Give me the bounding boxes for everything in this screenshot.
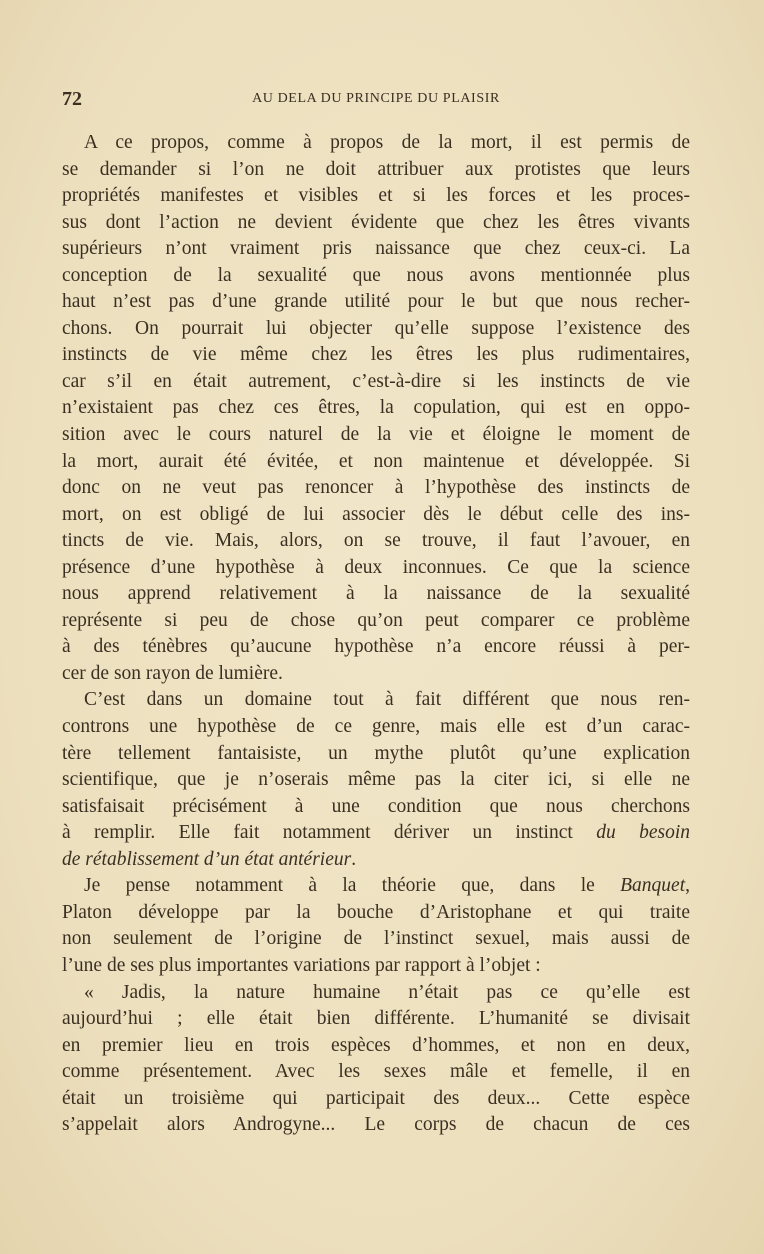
text-line	[62, 1006, 690, 1033]
text-line	[62, 555, 690, 582]
text-line	[62, 369, 690, 396]
text-segment: l’une de ses plus importantes variations par rapport à l’objet :	[62, 954, 541, 976]
text-segment: Je pense notamment à la théorie que, dans le	[84, 875, 621, 897]
text-line	[62, 449, 690, 476]
text-line	[62, 820, 690, 847]
text-line	[62, 183, 690, 210]
text-segment: comme présentement. Avec les sexes mâle et femelle, il en	[62, 1061, 690, 1083]
text-segment: car s’il en était autrement, c’est-à-dire si les instincts de vie	[62, 370, 690, 392]
text-line	[62, 1033, 690, 1060]
text-line	[62, 528, 690, 555]
text-segment: à remplir. Elle fait notamment dériver un instinct	[62, 822, 597, 844]
text-segment: présence d’une hypothèse à deux inconnues. Ce que la science	[62, 556, 690, 578]
text-line	[62, 1112, 690, 1139]
running-title: AU DELA DU PRINCIPE DU PLAISIR	[252, 91, 500, 106]
text-segment: sus dont l’action ne devient évidente que chez les êtres vivants	[62, 211, 690, 233]
text-line	[62, 342, 690, 369]
text-segment: non seulement de l’origine de l’instinct sexuel, mais aussi de	[62, 928, 690, 950]
text-segment: nous apprend relativement à la naissance de la sexualité	[62, 583, 690, 605]
text-segment: n’existaient pas chez ces êtres, la copulation, qui est en oppo-	[62, 397, 690, 419]
text-segment: tère tellement fantaisiste, un mythe plutôt qu’une explication	[62, 742, 690, 764]
text-line	[62, 714, 690, 741]
text-line	[62, 741, 690, 768]
text-line	[62, 953, 690, 980]
page-header	[62, 88, 690, 110]
page-number: 72	[62, 88, 82, 110]
text-segment: tincts de vie. Mais, alors, on se trouve, il faut l’avouer, en	[62, 530, 690, 552]
text-segment: A ce propos, comme à propos de la mort, il est permis de	[84, 132, 690, 153]
text-segment: était un troisième qui participait des deux... Cette espèce	[62, 1087, 690, 1109]
text-line	[62, 926, 690, 953]
text-line	[62, 687, 690, 714]
text-segment: conception de la sexualité que nous avons mentionnée plus	[62, 264, 690, 286]
text-line	[62, 1059, 690, 1086]
text-line	[62, 608, 690, 635]
text-line	[62, 236, 690, 263]
text-line	[62, 263, 690, 290]
text-line	[62, 873, 690, 900]
text-line	[62, 661, 690, 688]
text-line	[62, 502, 690, 529]
text-line	[62, 422, 690, 449]
text-segment: scientifique, que je n’oserais même pas la citer ici, si elle ne	[62, 769, 690, 791]
text-segment: .	[351, 848, 357, 870]
text-segment: en premier lieu en trois espèces d’hommes, et non en deux,	[62, 1034, 690, 1056]
italic-text: du besoin	[596, 822, 690, 844]
text-segment: C’est dans un domaine tout à fait différent que nous ren-	[84, 689, 690, 711]
text-line	[62, 157, 690, 184]
italic-text: de rétablissement d’un état antérieur	[62, 848, 352, 870]
text-segment: controns une hypothèse de ce genre, mais elle est d’un carac-	[62, 716, 690, 738]
text-segment: satisfaisait précisément à une condition que nous cherchons	[62, 795, 690, 817]
text-segment: instincts de vie même chez les êtres les plus rudimentaires,	[62, 344, 690, 366]
text-line	[62, 395, 690, 422]
text-line	[62, 794, 690, 821]
text-segment: « Jadis, la nature humaine n’était pas ce qu’elle est	[84, 981, 690, 1003]
text-segment: chons. On pourrait lui objecter qu’elle suppose l’existence des	[62, 317, 690, 339]
text-line	[62, 475, 690, 502]
text-segment: haut n’est pas d’une grande utilité pour le but que nous recher-	[62, 291, 690, 313]
text-segment: sition avec le cours naturel de la vie et éloigne le moment de	[62, 424, 690, 446]
text-segment: à des ténèbres qu’aucune hypothèse n’a encore réussi à per-	[62, 636, 690, 658]
text-line	[62, 980, 690, 1007]
text-segment: Platon développe par la bouche d’Aristophane et qui traite	[62, 901, 690, 923]
text-segment: s’appelait alors Androgyne... Le corps de chacun de ces	[62, 1114, 690, 1136]
text-line	[62, 847, 690, 874]
text-segment: représente si peu de chose qu’on peut comparer ce problème	[62, 609, 690, 631]
text-line	[62, 634, 690, 661]
text-line	[62, 130, 690, 157]
text-line	[62, 210, 690, 237]
text-line	[62, 900, 690, 927]
text-segment: donc on ne veut pas renoncer à l’hypothèse des instincts de	[62, 477, 690, 499]
text-segment: la mort, aurait été évitée, et non maintenue et développée. Si	[62, 450, 690, 472]
text-line	[62, 316, 690, 343]
text-segment: supérieurs n’ont vraiment pris naissance que chez ceux-ci. La	[62, 238, 690, 260]
text-segment: ,	[685, 875, 690, 897]
text-segment: mort, on est obligé de lui associer dès le début celle des ins-	[62, 503, 690, 525]
text-line	[62, 289, 690, 316]
text-segment: aujourd’hui ; elle était bien différente. L’humanité se divisait	[62, 1008, 690, 1030]
text-segment: propriétés manifestes et visibles et si les forces et les proces-	[62, 185, 690, 207]
text-line	[62, 767, 690, 794]
text-segment: cer de son rayon de lumière.	[62, 662, 283, 684]
text-segment: se demander si l’on ne doit attribuer aux protistes que leurs	[62, 158, 690, 180]
page-body-text	[62, 130, 690, 1139]
text-line	[62, 1086, 690, 1113]
text-line	[62, 581, 690, 608]
italic-text: Banquet	[620, 875, 686, 897]
